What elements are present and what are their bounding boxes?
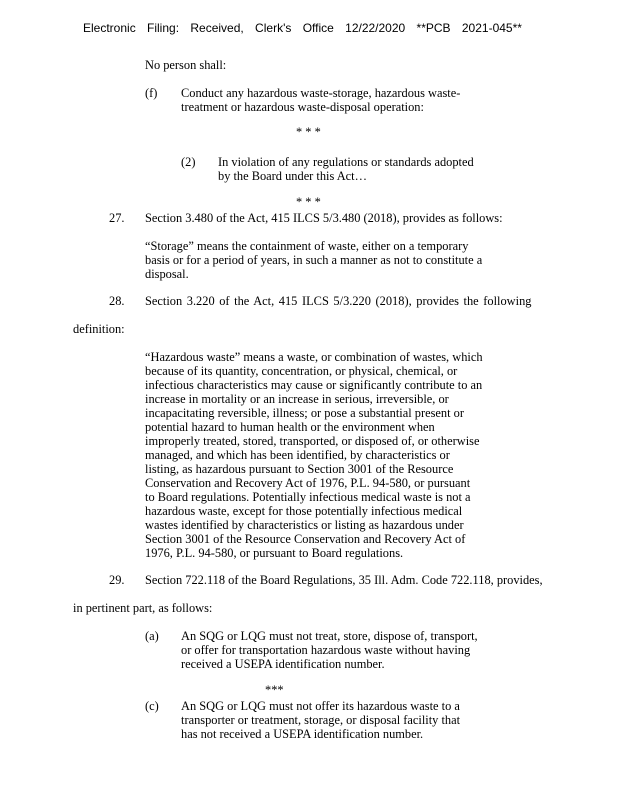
ellipsis-stars: *** (265, 683, 284, 697)
quote-line: increase in mortality or an increase in serious, irreversible, or (145, 392, 449, 406)
quote-line: 1976, P.L. 94-580, or pursuant to Board regulations. (145, 546, 404, 560)
para-number: 28. (109, 294, 125, 308)
intro-text: No person shall: (145, 58, 227, 72)
para-text-cont: in pertinent part, as follows: (73, 601, 213, 615)
item-c-line: An SQG or LQG must not offer its hazardous waste to a (181, 699, 460, 713)
item-a-line: or offer for transportation hazardous waste without having (181, 643, 471, 657)
para-text: Section 3.220 of the Act, 415 ILCS 5/3.220 (2018), provides the following (145, 294, 532, 308)
item-a-line: received a USEPA identification number. (181, 657, 385, 671)
item-a-line: An SQG or LQG must not treat, store, dispose of, transport, (181, 629, 478, 643)
quote-line: “Hazardous waste” means a waste, or combination of wastes, which (145, 350, 483, 364)
item-2-line: In violation of any regulations or standards adopted (218, 155, 474, 169)
para-number: 27. (109, 211, 125, 225)
item-c-label: (c) (145, 699, 159, 713)
para-number: 29. (109, 573, 125, 587)
item-2-label: (2) (181, 155, 196, 169)
item-c-line: has not received a USEPA identification number. (181, 727, 424, 741)
para-text: Section 3.480 of the Act, 415 ILCS 5/3.480 (2018), provides as follows: (145, 211, 503, 225)
item-f-label: (f) (145, 86, 158, 100)
quote-line: to Board regulations. Potentially infectious medical waste is not a (145, 490, 471, 504)
quote-line: Section 3001 of the Resource Conservation and Recovery Act of (145, 532, 466, 546)
quote-line: managed, and which has been identified, by characteristics or (145, 448, 450, 462)
item-f-line: Conduct any hazardous waste-storage, hazardous waste- (181, 86, 461, 100)
quote-line: disposal. (145, 267, 189, 281)
quote-line: “Storage” means the containment of waste, either on a temporary (145, 239, 469, 253)
quote-line: potential hazard to human health or the environment when (145, 420, 435, 434)
para-text: Section 722.118 of the Board Regulations, 35 Ill. Adm. Code 722.118, provides, (145, 573, 543, 587)
para-text-cont: definition: (73, 322, 125, 336)
ellipsis-stars: * * * (296, 125, 321, 139)
quote-line: because of its quantity, concentration, or physical, chemical, or (145, 364, 458, 378)
quote-line: listing, as hazardous pursuant to Section 3001 of the Resource (145, 462, 454, 476)
quote-line: wastes identified by characteristics or listing as hazardous under (145, 518, 464, 532)
quote-line: infectious characteristics may cause or significantly contribute to an (145, 378, 483, 392)
item-2-line: by the Board under this Act… (218, 169, 368, 183)
item-a-label: (a) (145, 629, 159, 643)
item-c-line: transporter or treatment, storage, or disposal facility that (181, 713, 461, 727)
ellipsis-stars: * * * (296, 195, 321, 209)
quote-line: basis or for a period of years, in such a manner as not to constitute a (145, 253, 483, 267)
quote-line: incapacitating reversible, illness; or pose a substantial present or (145, 406, 464, 420)
filing-header: Electronic Filing: Received, Clerk's Office 12/22/2020 **PCB 2021-045** (83, 21, 522, 35)
item-f-line: treatment or hazardous waste-disposal operation: (181, 100, 424, 114)
quote-line: improperly treated, stored, transported, or disposed of, or otherwise (145, 434, 480, 448)
quote-line: Conservation and Recovery Act of 1976, P.L. 94-580, or pursuant (145, 476, 471, 490)
quote-line: hazardous waste, except for those potentially infectious medical (145, 504, 463, 518)
